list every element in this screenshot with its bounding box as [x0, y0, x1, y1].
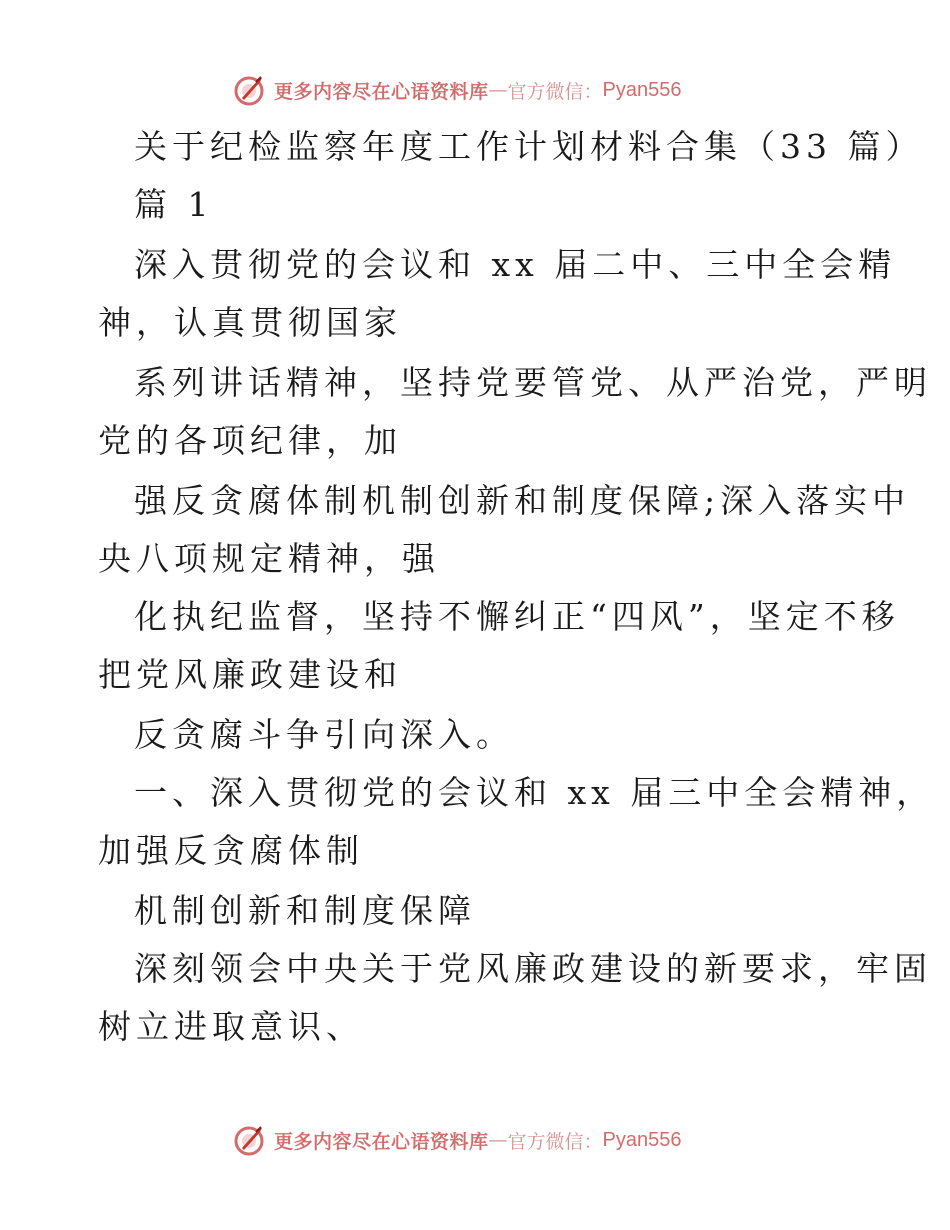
paragraph-line: 党的各项纪律，加	[98, 421, 402, 460]
paragraph-line: 反贪腐斗争引向深入。	[134, 715, 514, 754]
watermark-text: 更多内容尽在心语资料库	[274, 1130, 489, 1153]
watermark-text: 更多内容尽在心语资料库	[274, 80, 489, 103]
document-title: 关于纪检监察年度工作计划材料合集（33 篇）	[134, 127, 924, 166]
watermark-banner-top	[232, 70, 682, 110]
quill-pen-circle-logo-icon	[232, 1122, 268, 1158]
paragraph-line: 系列讲话精神，坚持党要管党、从严治党，严明	[134, 363, 932, 402]
watermark-dash: —	[488, 79, 508, 101]
watermark-wechat-label: 官方微信：	[507, 80, 603, 103]
watermark-banner-bottom	[232, 1120, 682, 1160]
paragraph-line: 深刻领会中央关于党风廉政建设的新要求，牢固	[134, 949, 932, 988]
paragraph-line: 篇 1	[134, 185, 214, 224]
paragraph-line: 机制创新和制度保障	[134, 891, 476, 930]
paragraph-line: 深入贯彻党的会议和 xx 届二中、三中全会精	[134, 245, 897, 284]
quill-pen-circle-logo-icon	[232, 72, 268, 108]
paragraph-line: 神，认真贯彻国家	[98, 303, 402, 342]
paragraph-line: 强反贪腐体制机制创新和制度保障;深入落实中	[134, 481, 911, 520]
paragraph-line: 加强反贪腐体制	[98, 831, 364, 870]
paragraph-line: 树立进取意识、	[98, 1007, 364, 1046]
paragraph-line: 央八项规定精神，强	[98, 539, 440, 578]
paragraph-line: 把党风廉政建设和	[98, 655, 402, 694]
paragraph-line: 一、深入贯彻党的会议和 xx 届三中全会精神，	[134, 773, 935, 812]
watermark-dash: —	[488, 1129, 508, 1151]
watermark-wechat-label: 官方微信：	[507, 1130, 603, 1153]
watermark-wechat-id: Pyan556	[602, 1128, 682, 1151]
watermark-wechat-id: Pyan556	[602, 78, 682, 101]
paragraph-line: 化执纪监督，坚持不懈纠正“四风”，坚定不移	[134, 597, 900, 636]
